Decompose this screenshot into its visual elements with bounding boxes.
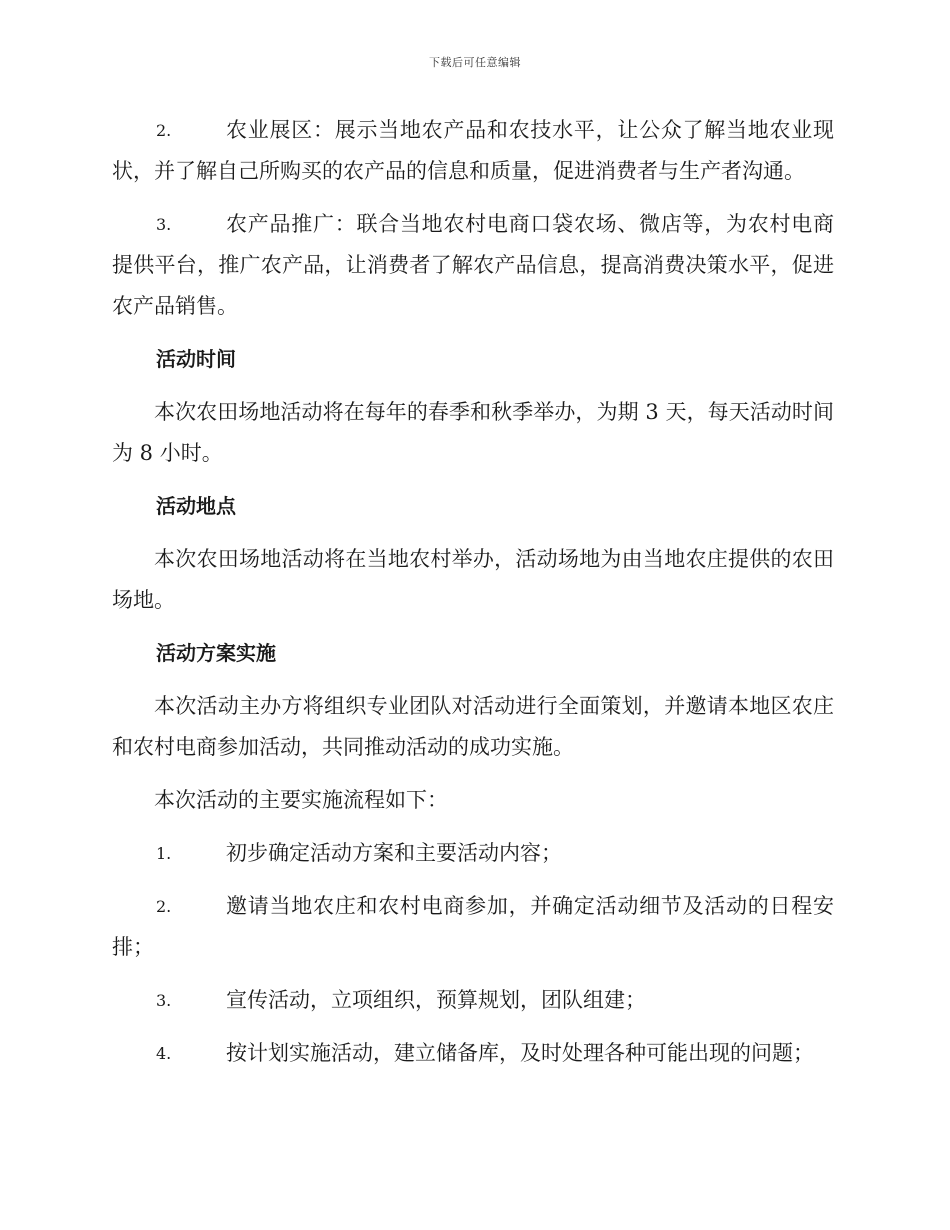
page-header: 下载后可任意编辑 — [429, 56, 521, 69]
list-number: 4. — [156, 1044, 172, 1063]
list-text: 按计划实施活动，建立储备库，及时处理各种可能出现的问题； — [226, 1041, 814, 1065]
list-text: 邀请当地农庄和农村电商参加，并确定活动细节及活动的日程安排； — [112, 894, 834, 959]
list-item-step — [112, 980, 834, 1021]
document-body — [112, 110, 834, 1086]
list-item-step — [112, 833, 834, 874]
list-item-step — [112, 1033, 834, 1074]
list-number: 2. — [156, 897, 172, 916]
list-number: 3. — [156, 215, 172, 234]
list-item-product-promotion — [112, 204, 834, 327]
paragraph-time: 本次农田场地活动将在每年的春季和秋季举办，为期 3 天，每天活动时间为 8 小时。 — [112, 400, 834, 465]
section-heading-time: 活动时间 — [156, 347, 236, 371]
list-number: 2. — [156, 121, 172, 140]
list-number: 3. — [156, 991, 172, 1010]
list-number: 1. — [156, 844, 172, 863]
list-item-step — [112, 886, 834, 968]
paragraph-flow-intro: 本次活动的主要实施流程如下： — [154, 788, 448, 812]
list-text: 初步确定活动方案和主要活动内容； — [226, 841, 562, 865]
list-item-agri-exhibition — [112, 110, 834, 192]
paragraph-place: 本次农田场地活动将在当地农村举办，活动场地为由当地农庄提供的农田场地。 — [112, 547, 834, 612]
paragraph-implementation: 本次活动主办方将组织专业团队对活动进行全面策划，并邀请本地区农庄和农村电商参加活动，共同推动活动的成功实施。 — [112, 694, 834, 759]
list-text: 农业展区：展示当地农产品和农技水平，让公众了解当地农业现状，并了解自己所购买的农产品的信息和质量，促进消费者与生产者沟通。 — [112, 118, 834, 183]
section-heading-place: 活动地点 — [156, 494, 236, 518]
list-text: 农产品推广：联合当地农村电商口袋农场、微店等，为农村电商提供平台，推广农产品，让消费者了解农产品信息，提高消费决策水平，促进农产品销售。 — [112, 212, 834, 318]
section-heading-implementation: 活动方案实施 — [156, 641, 276, 665]
list-text: 宣传活动，立项组织，预算规划，团队组建； — [226, 988, 646, 1012]
